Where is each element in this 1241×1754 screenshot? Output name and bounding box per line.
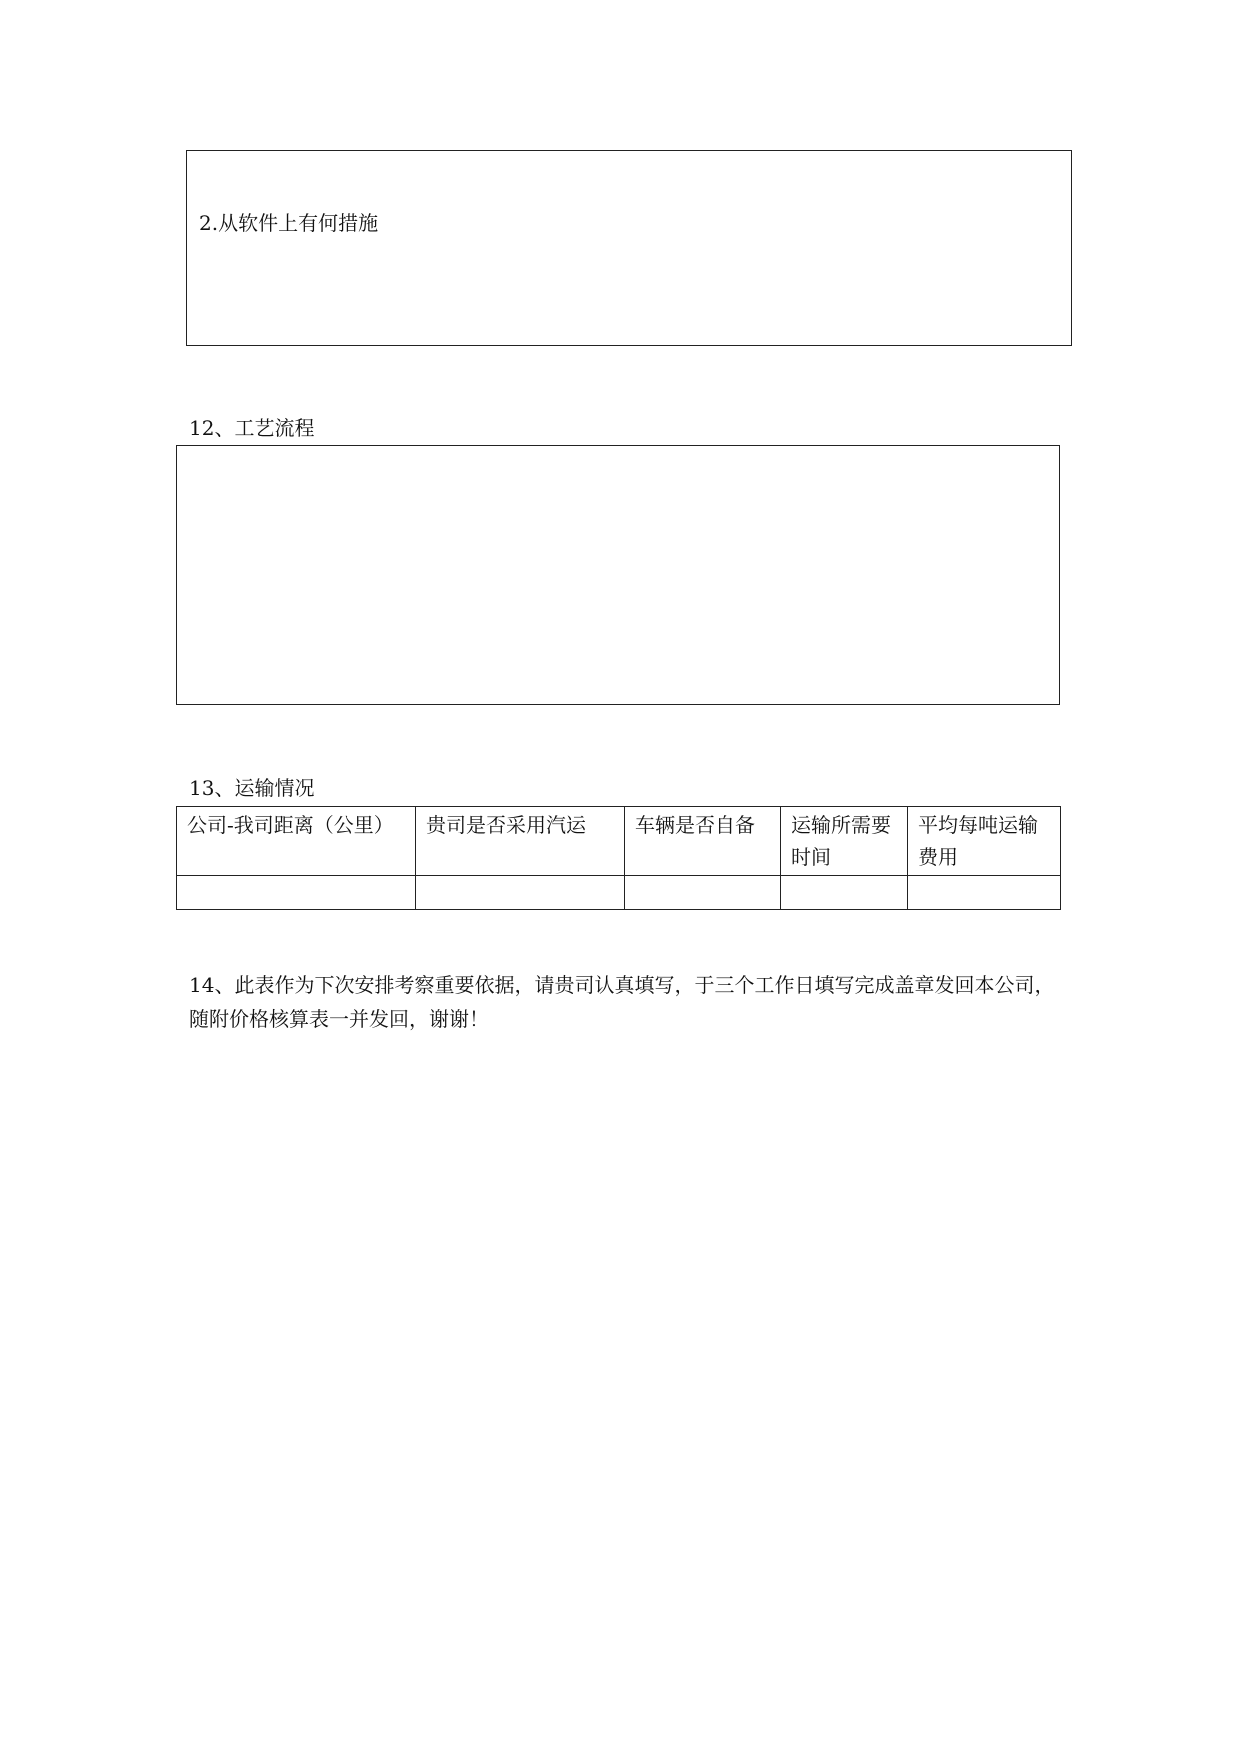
cell-distance[interactable]	[177, 876, 416, 910]
column-distance: 公司-我司距离（公里）	[177, 807, 416, 876]
column-own-vehicle: 车辆是否自备	[625, 807, 781, 876]
cell-cost-per-ton[interactable]	[908, 876, 1061, 910]
process-flow-box	[176, 445, 1060, 705]
software-measures-box	[186, 150, 1072, 346]
cell-transport-time[interactable]	[781, 876, 908, 910]
cell-truck-transport[interactable]	[416, 876, 625, 910]
table-header-row	[177, 807, 1061, 876]
section-13-heading: 13、运输情况	[189, 776, 315, 800]
column-transport-time: 运输所需要时间	[781, 807, 908, 876]
section-14-paragraph: 14、此表作为下次安排考察重要依据，请贵司认真填写，于三个工作日填写完成盖章发回本公司，随附价格核算表一并发回，谢谢！	[189, 973, 1055, 1031]
section-12-heading: 12、工艺流程	[189, 416, 315, 440]
table-row	[177, 876, 1061, 910]
column-cost-per-ton: 平均每吨运输费用	[908, 807, 1061, 876]
transport-table	[176, 806, 1061, 910]
software-measures-text: 2.从软件上有何措施	[199, 211, 379, 235]
cell-own-vehicle[interactable]	[625, 876, 781, 910]
column-truck-transport: 贵司是否采用汽运	[416, 807, 625, 876]
